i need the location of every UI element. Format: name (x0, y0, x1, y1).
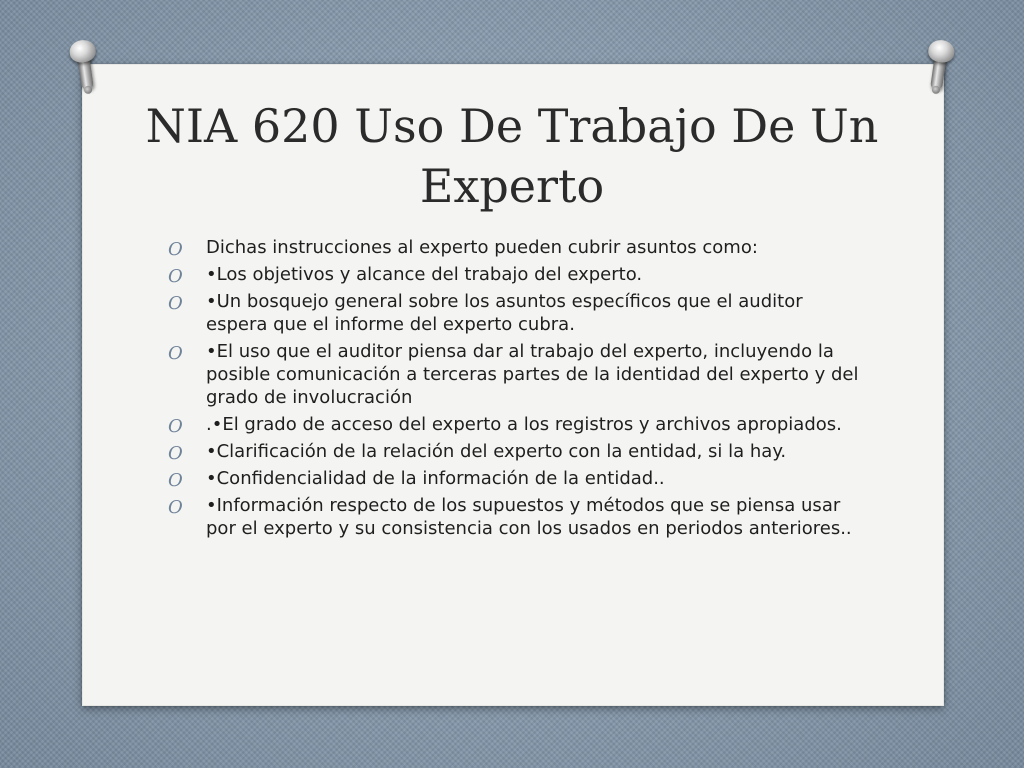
bullet-text: •Un bosquejo general sobre los asuntos específicos que el auditor espera que el informe del experto cubra. (206, 291, 803, 335)
list-item (168, 467, 868, 490)
slide-title-line2: Experto (419, 159, 605, 213)
bullet-marker-icon: O (168, 497, 183, 518)
bullet-marker-icon: O (168, 266, 183, 287)
bullet-text: .•El grado de acceso del experto a los registros y archivos apropiados. (206, 414, 842, 435)
list-item (168, 440, 868, 463)
bullet-marker-icon: O (168, 343, 183, 364)
list-item (168, 494, 868, 540)
push-pin-icon (922, 38, 956, 97)
bullet-marker-icon: O (168, 470, 183, 491)
list-item (168, 290, 868, 336)
bullet-text: •Confidencialidad de la información de la entidad.. (206, 468, 665, 489)
bullet-marker-icon: O (168, 416, 183, 437)
slide-title-line1: NIA 620 Uso De Trabajo De Un (145, 99, 879, 153)
bullet-marker-icon: O (168, 239, 183, 260)
list-item (168, 413, 868, 436)
bullet-marker-icon: O (168, 443, 183, 464)
slide-title (82, 96, 942, 216)
list-item (168, 263, 868, 286)
bullet-text: •El uso que el auditor piensa dar al trabajo del experto, incluyendo la posible comunicación a terceras partes de la identidad del experto y del grado de involucración (206, 341, 859, 408)
bullet-text: •Clarificación de la relación del experto con la entidad, si la hay. (206, 441, 787, 462)
bullet-list (168, 236, 868, 544)
bullet-marker-icon: O (168, 293, 183, 314)
bullet-text: Dichas instrucciones al experto pueden cubrir asuntos como: (206, 237, 758, 258)
bullet-text: •Los objetivos y alcance del trabajo del experto. (206, 264, 643, 285)
bullet-text: •Información respecto de los supuestos y métodos que se piensa usar por el experto y su consistencia con los usados en periodos anteriores.. (206, 495, 852, 539)
list-item (168, 340, 868, 409)
list-item (168, 236, 868, 259)
push-pin-icon (68, 38, 102, 97)
